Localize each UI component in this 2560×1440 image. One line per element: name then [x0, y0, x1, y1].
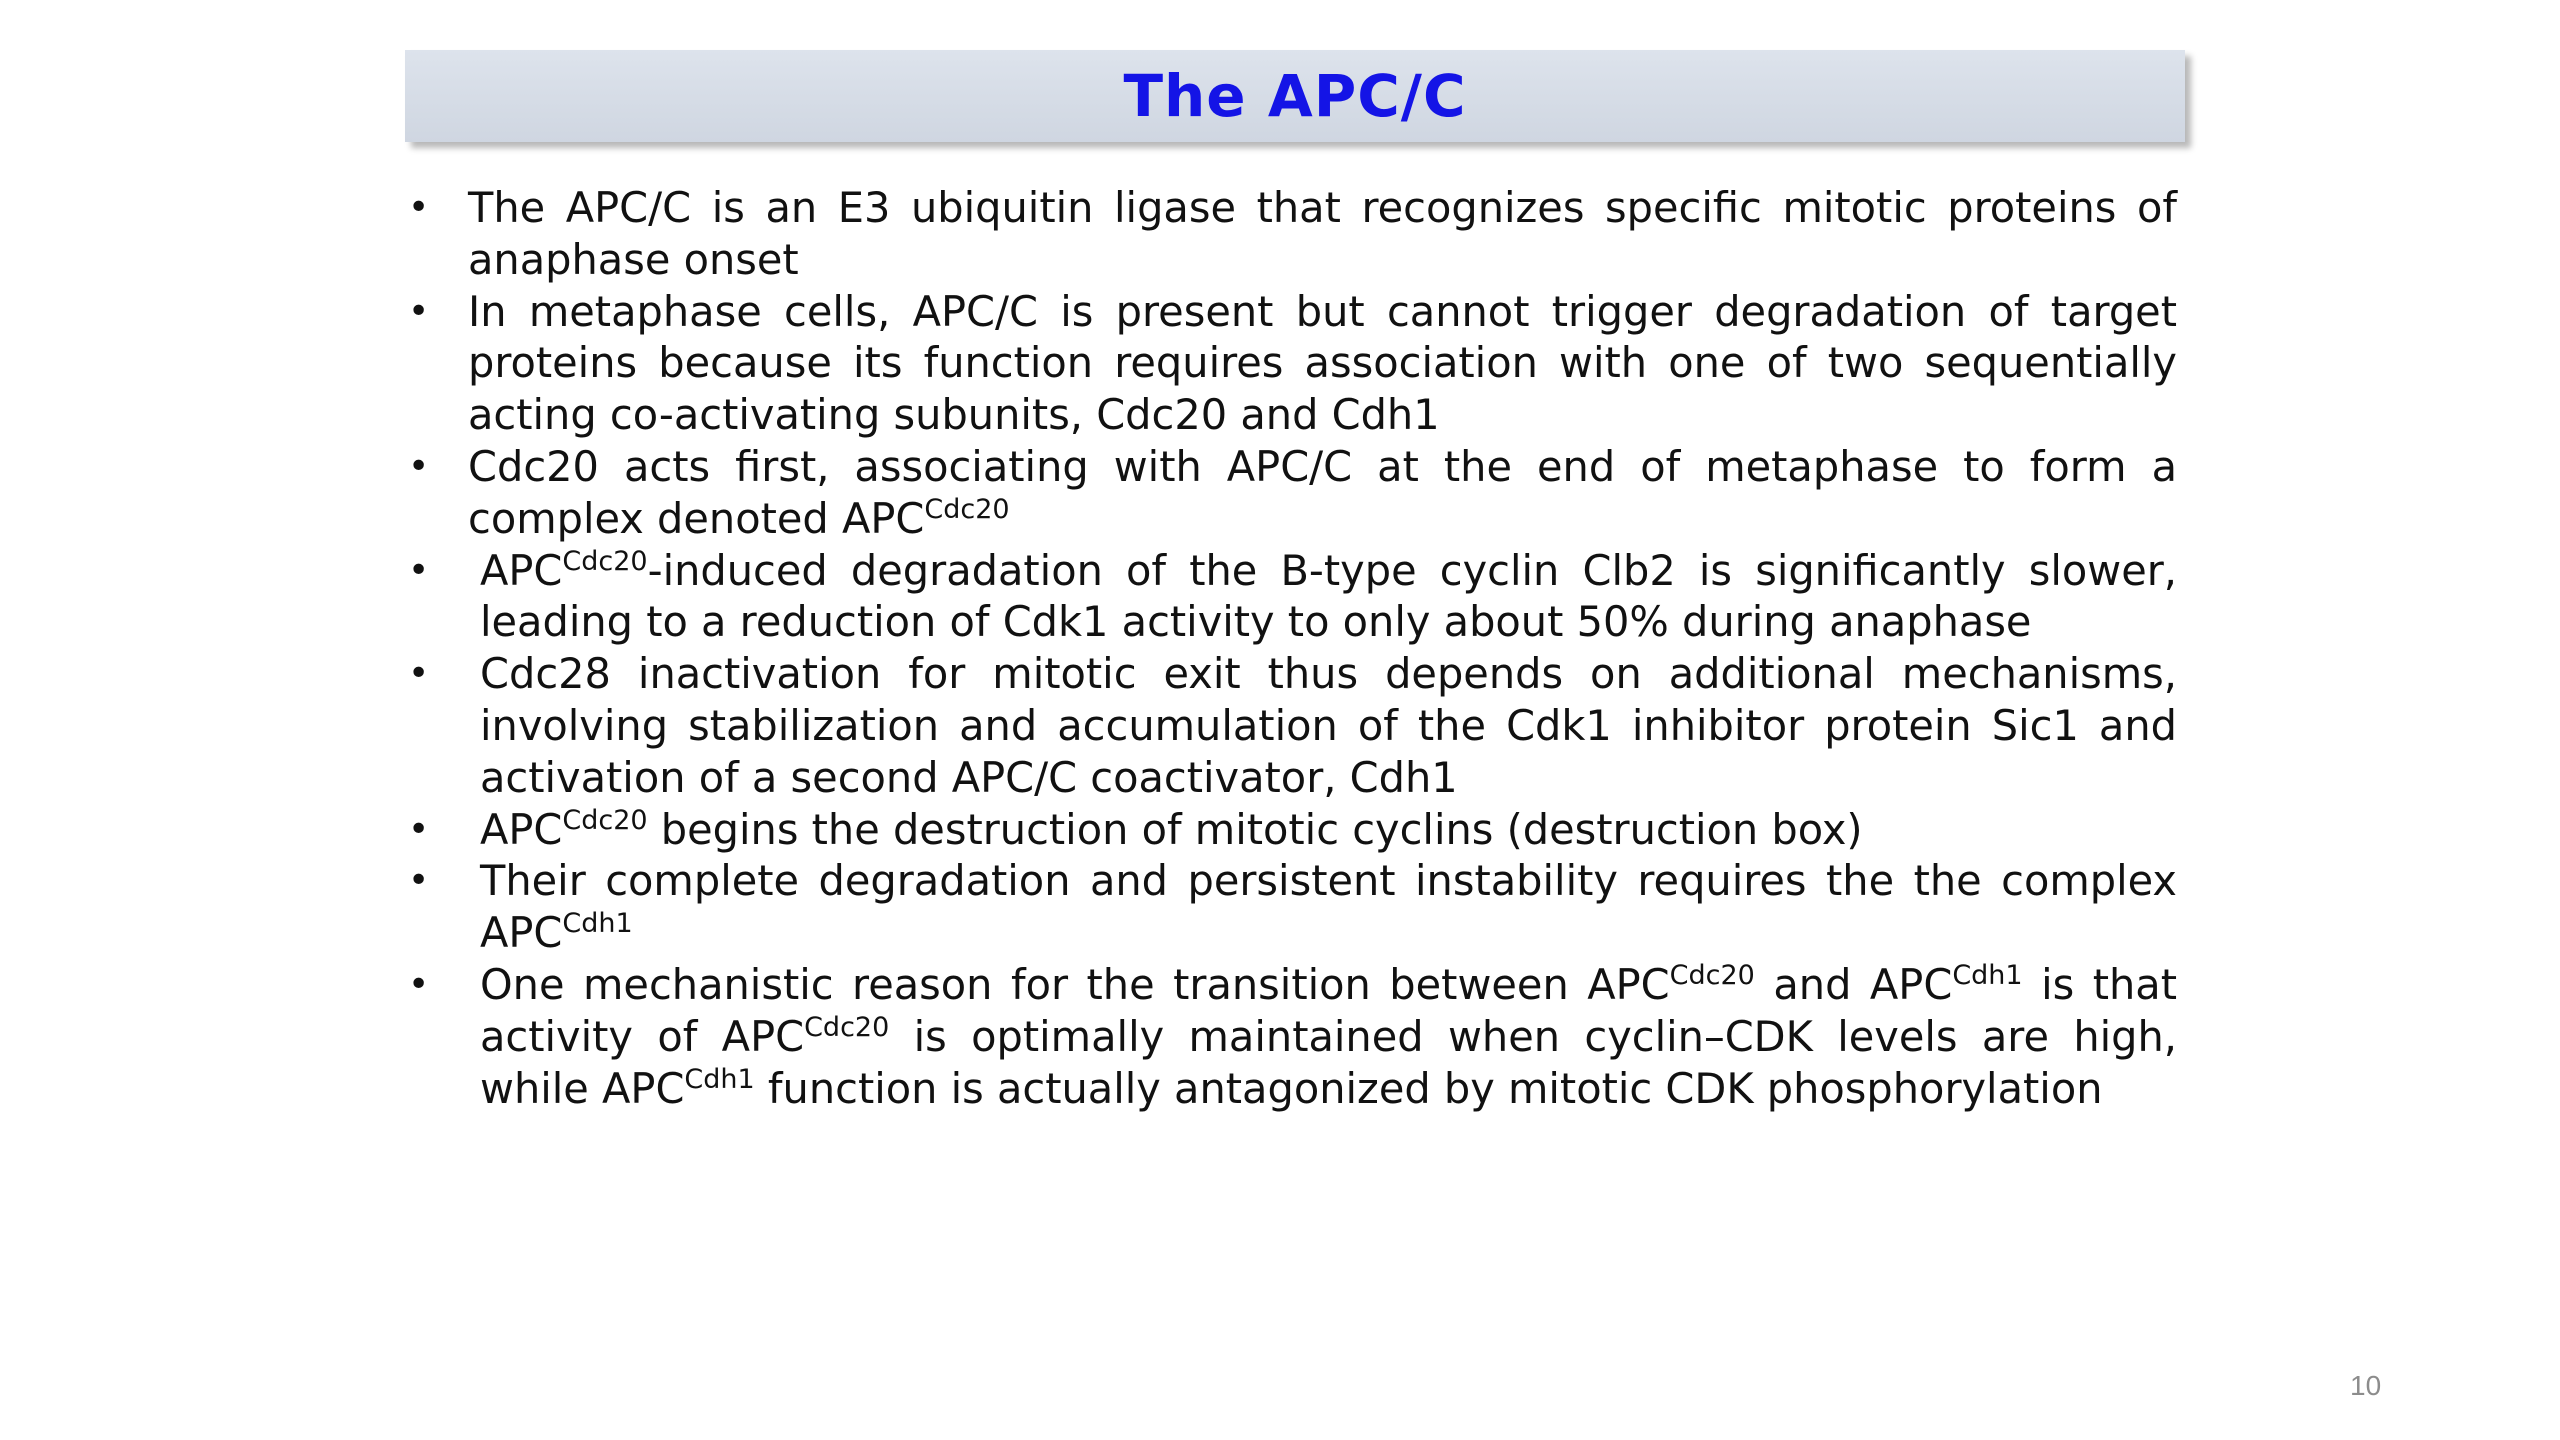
bullet-marker: •	[408, 808, 430, 850]
bullet-text-segment: APC	[480, 804, 563, 854]
superscript: Cdc20	[924, 493, 1010, 525]
bullet-text-segment: begins the destruction of mitotic cyclins (destruction box)	[647, 804, 1863, 854]
bullet-text-segment: Cdc28 inactivation for mitotic exit thus depends on additional mechanisms, involving stabilization and accumulation of the Cdk1 inhibitor protein Sic1 and activation of a second APC/C coactivator, Cdh1	[480, 649, 2177, 802]
bullet-text-segment: is that activity of APC	[480, 959, 2178, 1061]
superscript: Cdc20	[562, 804, 648, 836]
bullet-item	[400, 545, 2177, 649]
page-number: 10	[2350, 1370, 2382, 1401]
bullet-text	[480, 855, 2177, 959]
bullet-text-segment: function is actually antagonized by mitotic CDK phosphorylation	[754, 1063, 2103, 1113]
superscript: Cdc20	[1669, 960, 1755, 992]
bullet-text-segment: and APC	[1754, 959, 1953, 1009]
bullet-text	[480, 959, 2177, 1114]
bullet-text	[468, 286, 2177, 441]
bullet-marker: •	[408, 963, 430, 1005]
bullet-marker: •	[408, 653, 430, 695]
bullet-item	[400, 804, 2177, 856]
bullet-text	[480, 545, 2177, 649]
bullet-text-segment: -induced degradation of the B-type cyclin Clb2 is significantly slower, leading to a reduction of Cdk1 activity to only about 50% during anaphase	[480, 545, 2177, 647]
bullet-text-segment: is optimally maintained when cyclin–CDK levels are high, while APC	[480, 1011, 2177, 1113]
bullet-text	[480, 804, 2177, 856]
slide-title: The APC/C	[1123, 62, 1467, 130]
bullet-marker: •	[408, 290, 430, 332]
bullet-marker: •	[408, 187, 430, 228]
bullet-text-segment: Their complete degradation and persistent instability requires the the complex APC	[480, 856, 2177, 958]
superscript: Cdc20	[562, 545, 648, 577]
bullet-item	[400, 648, 2177, 803]
bullet-item	[400, 441, 2177, 545]
bullet-item	[400, 182, 2177, 286]
bullet-text-segment: The APC/C is an E3 ubiquitin ligase that recognizes specific mitotic proteins of anaphase onset	[468, 183, 2177, 284]
bullet-text	[468, 182, 2177, 286]
bullet-text-segment: Cdc20 acts first, associating with APC/C at the end of metaphase to form a complex denoted APC	[468, 441, 2177, 543]
bullet-text	[468, 441, 2177, 545]
bullet-marker: •	[408, 445, 430, 487]
title-bar	[405, 50, 2185, 142]
superscript: Cdh1	[684, 1063, 755, 1095]
bullet-text	[480, 648, 2177, 803]
bullet-marker: •	[408, 860, 430, 902]
bullet-list	[400, 182, 2177, 1114]
bullet-item	[400, 855, 2177, 959]
superscript: Cdh1	[562, 908, 633, 940]
superscript: Cdh1	[1952, 960, 2023, 992]
bullet-text-segment: APC	[480, 545, 563, 595]
bullet-text-segment: One mechanistic reason for the transition between APC	[480, 959, 1670, 1009]
bullet-item	[400, 286, 2177, 441]
bullet-marker: •	[408, 549, 430, 591]
bullet-item	[400, 959, 2177, 1114]
superscript: Cdc20	[804, 1011, 890, 1043]
bullet-text-segment: In metaphase cells, APC/C is present but cannot trigger degradation of target proteins because its function requires association with one of two sequentially acting co-activating subunits, Cdc20 and Cdh1	[468, 286, 2177, 440]
